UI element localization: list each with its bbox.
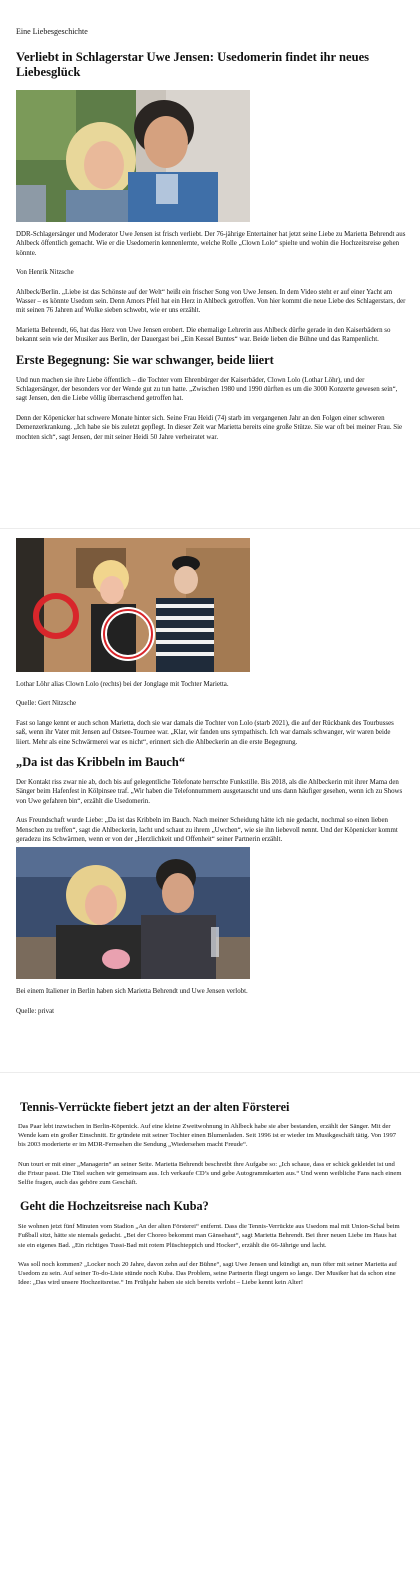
section-heading: Erste Begegnung: Sie war schwanger, beide liiert	[16, 352, 274, 367]
section-heading: „Da ist das Kribbeln im Bauch“	[16, 755, 186, 770]
headline: Verliebt in Schlagerstar Uwe Jensen: Usedomerin findet ihr neues Liebesglück	[16, 50, 370, 79]
photo-caption: Lothar Löhr alias Clown Lolo (rechts) bei der Jonglage mit Tochter Marietta.	[16, 681, 229, 688]
paragraph: Sie wohnen jetzt fünf Minuten vom Stadion „An der alten Försterei“ entfernt. Dass die Tennis-Verrückte aus Usedom mal mit Union-Schal beim Fußball sitzt, hätte sie niemals gedacht. „Bei der Choreo bekommt man Gänsehaut“, sagt Marietta Behrendt. Bei ihrer neuen Liebe im Haus hat sie ein eigenes Bad. „Ein richtiges Tussi-Bad mit rotem Plüschteppich und Hocker“, erzählt die 66-Jährige und lacht.	[18, 1223, 400, 1249]
paragraph: Fast so lange kennt er auch schon Marietta, doch sie war damals die Tochter von Lolo (starb 2021), die auf der Rückbank des Tourbusses saß, wenn ihr Vater mit Jensen auf Ostsee-Tournee war. „Klar, wir fanden uns sympathisch. Ich war damals schwanger, wir waren beide liiert. Mehr als eine Schwärmerei war es nicht“, erinnert sich die Ahlbeckerin an die erste Begegnung.	[16, 719, 394, 746]
photo-credit: Quelle: Gert Nitzsche	[16, 700, 77, 708]
divider	[0, 528, 420, 529]
section-heading: Tennis-Verrückte fiebert jetzt an der alten Försterei	[20, 1100, 290, 1114]
photo-engagement	[16, 847, 250, 979]
photo-juggling	[16, 538, 250, 672]
paragraph: Und nun machen sie ihre Liebe öffentlich – die Tochter vom Ehrenbürger der Kaiserbäder, Clown Lolo (Lothar Löhr), und der Schlagersänger, der besonders vor der Wende gut zu tun hatte. „Zwischen 1980 und 1990 dürften es um die 3000 Konzerte gewesen sein“, sagt Jensen, den die Liebe völlig überraschend getroffen hat.	[16, 376, 398, 403]
author-line: Von Henrik Nitzsche	[16, 269, 74, 277]
lead-paragraph: DDR-Schlagersänger und Moderator Uwe Jensen ist frisch verliebt. Der 76-jährige Entertainer hat jetzt seine Liebe zu Marietta Behrendt aus Ahlbeck öffentlich gemacht. Wie er die Usedomerin kennenlernte, welche Rolle „Clown Lolo“ spielte und wohin die Hochzeitsreise gehen könnte.	[16, 231, 406, 257]
divider	[0, 1072, 420, 1073]
section-heading: Geht die Hochzeitsreise nach Kuba?	[20, 1199, 209, 1214]
paragraph: Der Kontakt riss zwar nie ab, doch bis auf gelegentliche Telefonate herrschte Funkstille. Bis 2018, als die Ahlbeckerin mit ihrer Mama den Sänger beim Hafenfest in Kölpinsee traf. „Wir haben die Telefonnummern ausgetauscht und uns dann häufiger gesehen, wenn ich zu Shows von Uwe gefahren bin“, erzählt die Usedomerin.	[16, 779, 403, 805]
photo-credit: Quelle: privat	[16, 1007, 55, 1015]
section-end	[0, 1078, 420, 1582]
paragraph: Was soll noch kommen? „Locker noch 20 Jahre, davon zehn auf der Bühne“, sagt Uwe Jensen und kündigt an, nun öfter mit seiner Marietta auf Usedom zu sein. Auf seiner To-do-Liste stünde noch Kuba. Das Problem, seine Partnerin fliegt ungern so lange. Der Musiker hat da schon eine Idee: „Das wird unsere Hochzeitsreise.“ Im Frühjahr haben sie sich bereits verlobt – Liebe kennt kein Alter!	[18, 1260, 398, 1287]
photo-couple	[16, 90, 250, 222]
paragraph: Das Paar lebt inzwischen in Berlin-Köpenick. Auf eine kleine Zweitwohnung in Ahlbeck habe sie aber bestanden, erzählt der Sänger. Mit der Wende kam ein großer Einschnitt. Er gründete mit seiner Tochter einen Blumenladen. Seit 1996 ist er wieder im Musikgeschäft tätig. Von 1997 bis 2003 moderierte er im MDR-Fernsehen die Sendung „Wiedersehen macht Freude“.	[18, 1123, 397, 1149]
kicker: Eine Liebesgeschichte	[16, 27, 88, 36]
section-intro	[0, 0, 420, 520]
paragraph: Aus Freundschaft wurde Liebe: „Da ist das Kribbeln im Bauch. Nach meiner Scheidung hätte ich nie gedacht, nochmal so einen lieben Menschen zu treffen“, sagt die Ahlbeckerin, lacht und schaut zu ihrem „Uwchen“, wie sie ihn liebevoll nennt. Und der Köpenicker kommt geradezu ins Schwärmen, wenn er von der „Herzlichkeit und Offenheit“ seiner Partnerin erzählt.	[16, 817, 398, 844]
paragraph: Marietta Behrendt, 66, hat das Herz von Uwe Jensen erobert. Die ehemalige Lehrerin aus Ahlbeck dürfte gerade in den Kaiserbädern so bekannt sein wie der Musiker aus Berlin, der Dauergast bei „Ein Kessel Buntes“ war. Beide lieben die Bühne und das Rampenlicht.	[16, 326, 391, 344]
paragraph: Denn der Köpenicker hat schwere Monate hinter sich. Seine Frau Heidi (74) starb im vergangenen Jahr an den Folgen einer schweren Demenzerkrankung. „Ich habe sie bis zuletzt gepflegt. In dieser Zeit war Marietta bereits eine große Stütze. Sie war oft bei meiner Frau. Sie mochten sich“, sagt Jensen, der mit seiner Heidi 50 Jahre verheiratet war.	[16, 414, 403, 441]
paragraph: Ahlbeck/Berlin. „Liebe ist das Schönste auf der Welt“ heißt ein frischer Song von Uwe Jensen. In dem Video steht er auf einer Yacht am Wasser – es könnte Usedom sein. Denn Amors Pfeil hat ein Herz in Ahlbeck getroffen. Von hier kommt die neue Liebe des Schlagerstars, der mit seinen 76 Jahren auf Wolke sieben schwebt, wie er uns erzählt.	[16, 288, 406, 315]
section-middle	[0, 530, 420, 1075]
paragraph: Nun tourt er mit einer „Managerin“ an seiner Seite. Marietta Behrendt beschreibt ihre Aufgabe so: „Ich schaue, dass er schick gekleidet ist und die Frisur passt. Die Titel suchen wir gemeinsam aus. Ich verkaufe CD’s und gebe Autogrammkarten aus.“ Und wenn weibliche Fans nach einem Selfie fragen, auch das gehöre zum Geschäft.	[18, 1160, 402, 1187]
photo-caption: Bei einem Italiener in Berlin haben sich Marietta Behrendt und Uwe Jensen verlobt.	[16, 988, 248, 996]
